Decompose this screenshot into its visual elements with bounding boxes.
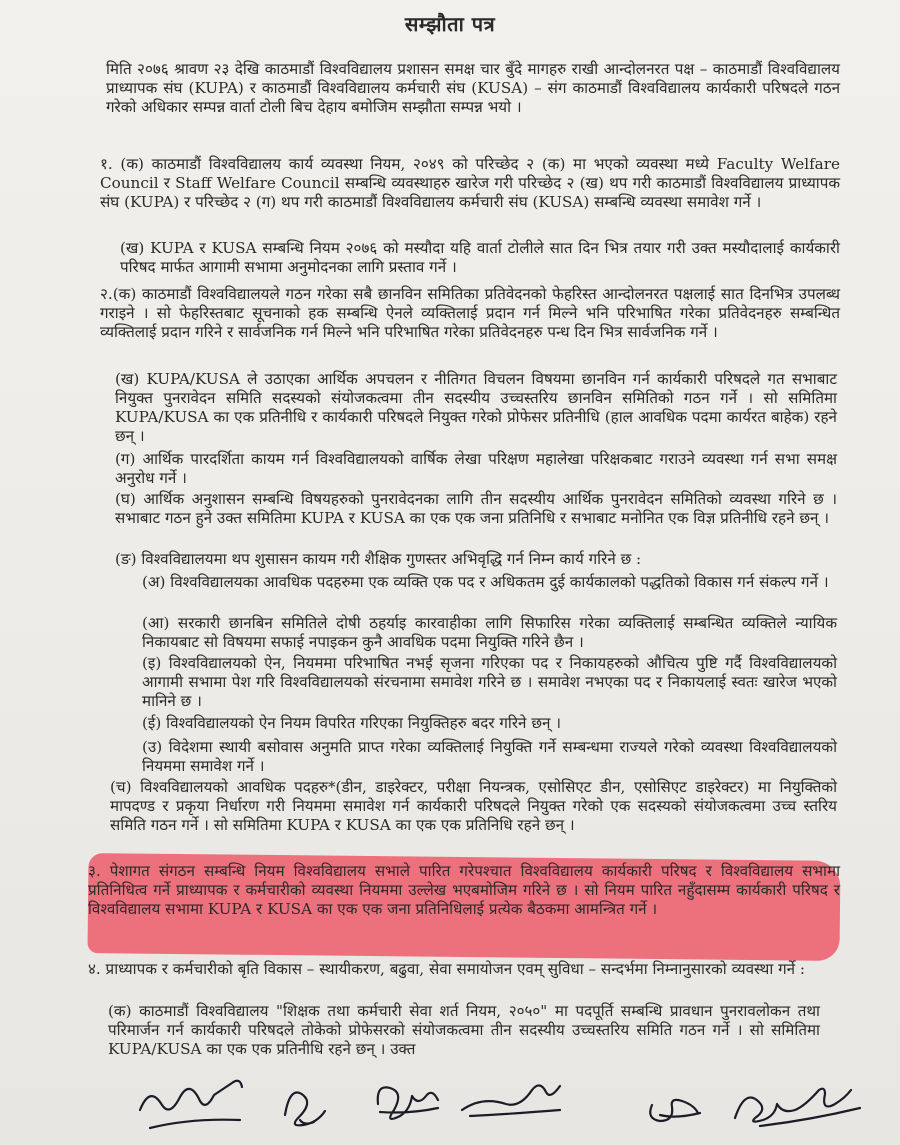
intro-paragraph: मिति २०७६ श्रावण २३ देखि काठमाडौं विश्वविद्यालय प्रशासन समक्ष चार बुँदे मागहरु राखी आन्दोलनरत पक्ष – काठमाडौं विश्वविद्यालय प्राध्यापक संघ (KUPA) र काठमाडौं विश्वविद्यालय कर्मचारी संघ (KUSA) – संग काठमाडौं विश्वविद्यालय कार्यकारी परिषदले गठन गरेको अधिकार सम्पन्न वार्ता टोली बिच देहाय बमोजिम सम्झौता सम्पन्न भयो ।: [106, 60, 840, 116]
clause-2-kha: (ख) KUPA/KUSA ले उठाएका आर्थिक अपचलन र नीतिगत विचलन विषयमा छानविन गर्न कार्यकारी परिषदले गत सभाबाट नियुक्त पुनरावेदन समिति सदस्यको संयोजकत्वमा तीन सदस्यीय उच्चस्तरिय छानविन समितिको गठन गर्ने । सो समितिमा KUPA/KUSA का एक प्रतिनीधि र कार्यकारी परिषदले नियुक्त गरेको प्रोफेसर प्रतिनीधि (हाल आवधिक पदमा कार्यरत बाहेक) रहने छन् ।: [115, 370, 837, 445]
signature-5: [650, 1100, 700, 1121]
sub-clause-ii: (ई) विश्वविद्यालयको ऐन नियम विपरित गरिएका नियुक्तिहरु बदर गरिने छन् ।: [142, 714, 561, 732]
clause-2-cha: (च) विश्वविद्यालयको आवधिक पदहरु*(डीन, डाइरेक्टर, परीक्षा नियन्त्रक, एसोसिएट डीन, एसोसिएट डाइरेक्टर) मा नियुक्तिको मापदण्ड र प्रकृया निर्धारण गरी नियममा समावेश गर्न कार्यकारी परिषदले नियुक्त गरेको एक सदस्यको संयोजकत्वमा उच्च स्तरिय समिति गठन गर्ने । सो समितिमा KUPA र KUSA का एक एक प्रतिनिधि रहने छन् ।: [110, 778, 837, 834]
signatures-row: [0, 1060, 900, 1145]
signature-4: [462, 1085, 560, 1116]
signature-6: [735, 1089, 860, 1126]
document-title: सम्झौता पत्र: [404, 12, 496, 36]
clause-2-gha: (घ) आर्थिक अनुशासन सम्बन्धि विषयहरुको पुनरावेदनका लागि तीन सदस्यीय आर्थिक पुनरावेदन समितिको व्यवस्था गरिने छ । सभाबाट गठन हुने उक्त समितिमा KUPA र KUSA का एक एक जना प्रतिनिधि र सभाबाट मनोनित एक विज्ञ प्रतिनीधि रहने छन् ।: [115, 490, 837, 527]
clause-1-kha: (ख) KUPA र KUSA सम्बन्धि नियम २०७६ को मस्यौदा यहि वार्ता टोलीले सात दिन भित्र तयार गरी उक्त मस्यौदालाई कार्यकारी परिषद मार्फत आगामी सभामा अनुमोदनका लागि प्रस्ताव गर्ने ।: [120, 239, 840, 276]
clause-4-ka: (क) काठमाडौं विश्वविद्यालय "शिक्षक तथा कर्मचारी सेवा शर्त नियम, २०५०" मा पदपूर्ति सम्बन्धि प्रावधान पुनरावलोकन तथा परिमार्जन गर्न कार्यकारी परिषदले तोकेको प्रोफेसरको संयोजकत्वमा तीन सदस्यीय उच्चस्तरिय समिति गठन गर्ने । सो समितिमा KUPA/KUSA का एक एक प्रतिनीधि रहने छन् । उक्त: [108, 1002, 820, 1058]
signature-3: [378, 1087, 438, 1119]
sub-clause-u: (उ) विदेशमा स्थायी बसोवास अनुमति प्राप्त गरेका व्यक्तिलाई नियुक्ति गर्ने सम्बन्धमा राज्यले गरेको व्यवस्था विश्वविद्यालयको नियममा समावेश गर्ने ।: [142, 738, 837, 775]
sub-clause-a: (अ) विश्वविद्यालयका आवधिक पदहरुमा एक व्यक्ति एक पद र अधिकतम दुई कार्यकालको पद्धतिको विकास गर्न संकल्प गर्ने ।: [142, 573, 829, 591]
signature-2: [285, 1093, 325, 1126]
clause-1-ka: १. (क) काठमाडौं विश्वविद्यालय कार्य व्यवस्था नियम, २०४९ को परिच्छेद २ (क) मा भएको व्यवस्था मध्ये Faculty Welfare Council र Staff Welfare Council सम्बन्धि व्यवस्थाहरु खारेज गरी परिच्छेद २ (ख) थप गरी काठमाडौं विश्वविद्यालय प्राध्यापक संघ (KUPA) र परिच्छेद २ (ग) थप गरी काठमाडौं विश्वविद्यालय कर्मचारी संघ (KUSA) सम्बन्धि व्यवस्था समावेश गर्ने ।: [100, 155, 840, 211]
clause-4: ४. प्राध्यापक र कर्मचारीको बृति विकास – स्थायीकरण, बढुवा, सेवा समायोजन एवम् सुविधा – सन्दर्भमा निम्नानुसारको व्यवस्था गर्ने :: [88, 960, 806, 978]
clause-2-nga: (ङ) विश्वविद्यालयमा थप शुसासन कायम गरी शैक्षिक गुणस्तर अभिवृद्धि गर्न निम्न कार्य गरिने छ :: [115, 550, 642, 568]
sub-clause-i: (इ) विश्वविद्यालयको ऐन, नियममा परिभाषित नभई सृजना गरिएका पद र निकायहरुको औचित्य पुष्टि गर्दै विश्वविद्यालयको आगामी सभामा पेश गरि विश्वविद्यालयको संरचनामा समावेश गरिने छ । समावेश नभएका पद र निकायलाई स्वतः खारेज भएको मानिने छ ।: [142, 654, 837, 710]
clause-3-highlighted: ३. पेशागत संगठन सम्बन्धि नियम विश्वविद्यालय सभाले पारित गरेपश्चात विश्वविद्यालय कार्यकारी परिषद र विश्वविद्यालय सभामा प्रतिनिधित्व गर्ने प्राध्यापक र कर्मचारीको व्यवस्था नियममा उल्लेख भएबमोजिम गरिने छ । सो नियम पारित नहुँदासम्म कार्यकारी परिषद र विश्वविद्यालय सभामा KUPA र KUSA का एक एक जना प्रतिनिधिलाई प्रत्येक बैठकमा आमन्त्रित गर्ने ।: [88, 862, 840, 918]
signature-1: [140, 1081, 242, 1128]
clause-2-ka: २.(क) काठमाडौं विश्वविद्यालयले गठन गरेका सबै छानविन समितिका प्रतिवेदनको फेहरिस्त आन्दोलनरत पक्षलाई सात दिनभित्र उपलब्ध गराइने । सो फेहरिस्तबाट सूचनाको हक सम्बन्धि ऐनले व्यक्तिलाई प्रदान गर्न मिल्ने भनि परिभाषित गरेका प्रतिवेदनहरु सम्बन्धित व्यक्तिलाई प्रदान गरिने र सार्वजनिक गर्न मिल्ने भनि परिभाषित गरेका प्रतिवेदनहरु पन्ध दिन भित्र सार्वजनिक गर्ने ।: [100, 285, 840, 341]
sub-clause-aa: (आ) सरकारी छानबिन समितिले दोषी ठहर्याइ कारवाहीका लागि सिफारिस गरेका व्यक्तिलाई सम्बन्धित व्यक्तिले न्यायिक निकायबाट सो विषयमा सफाई नपाइकन कुनै आवधिक पदमा नियुक्ति गरिने छैन ।: [142, 614, 837, 651]
clause-2-ga: (ग) आर्थिक पारदर्शिता कायम गर्न विश्वविद्यालयको वार्षिक लेखा परिक्षण महालेखा परिक्षकबाट गराउने व्यवस्था गर्न सभा समक्ष अनुरोध गर्ने ।: [115, 450, 837, 487]
